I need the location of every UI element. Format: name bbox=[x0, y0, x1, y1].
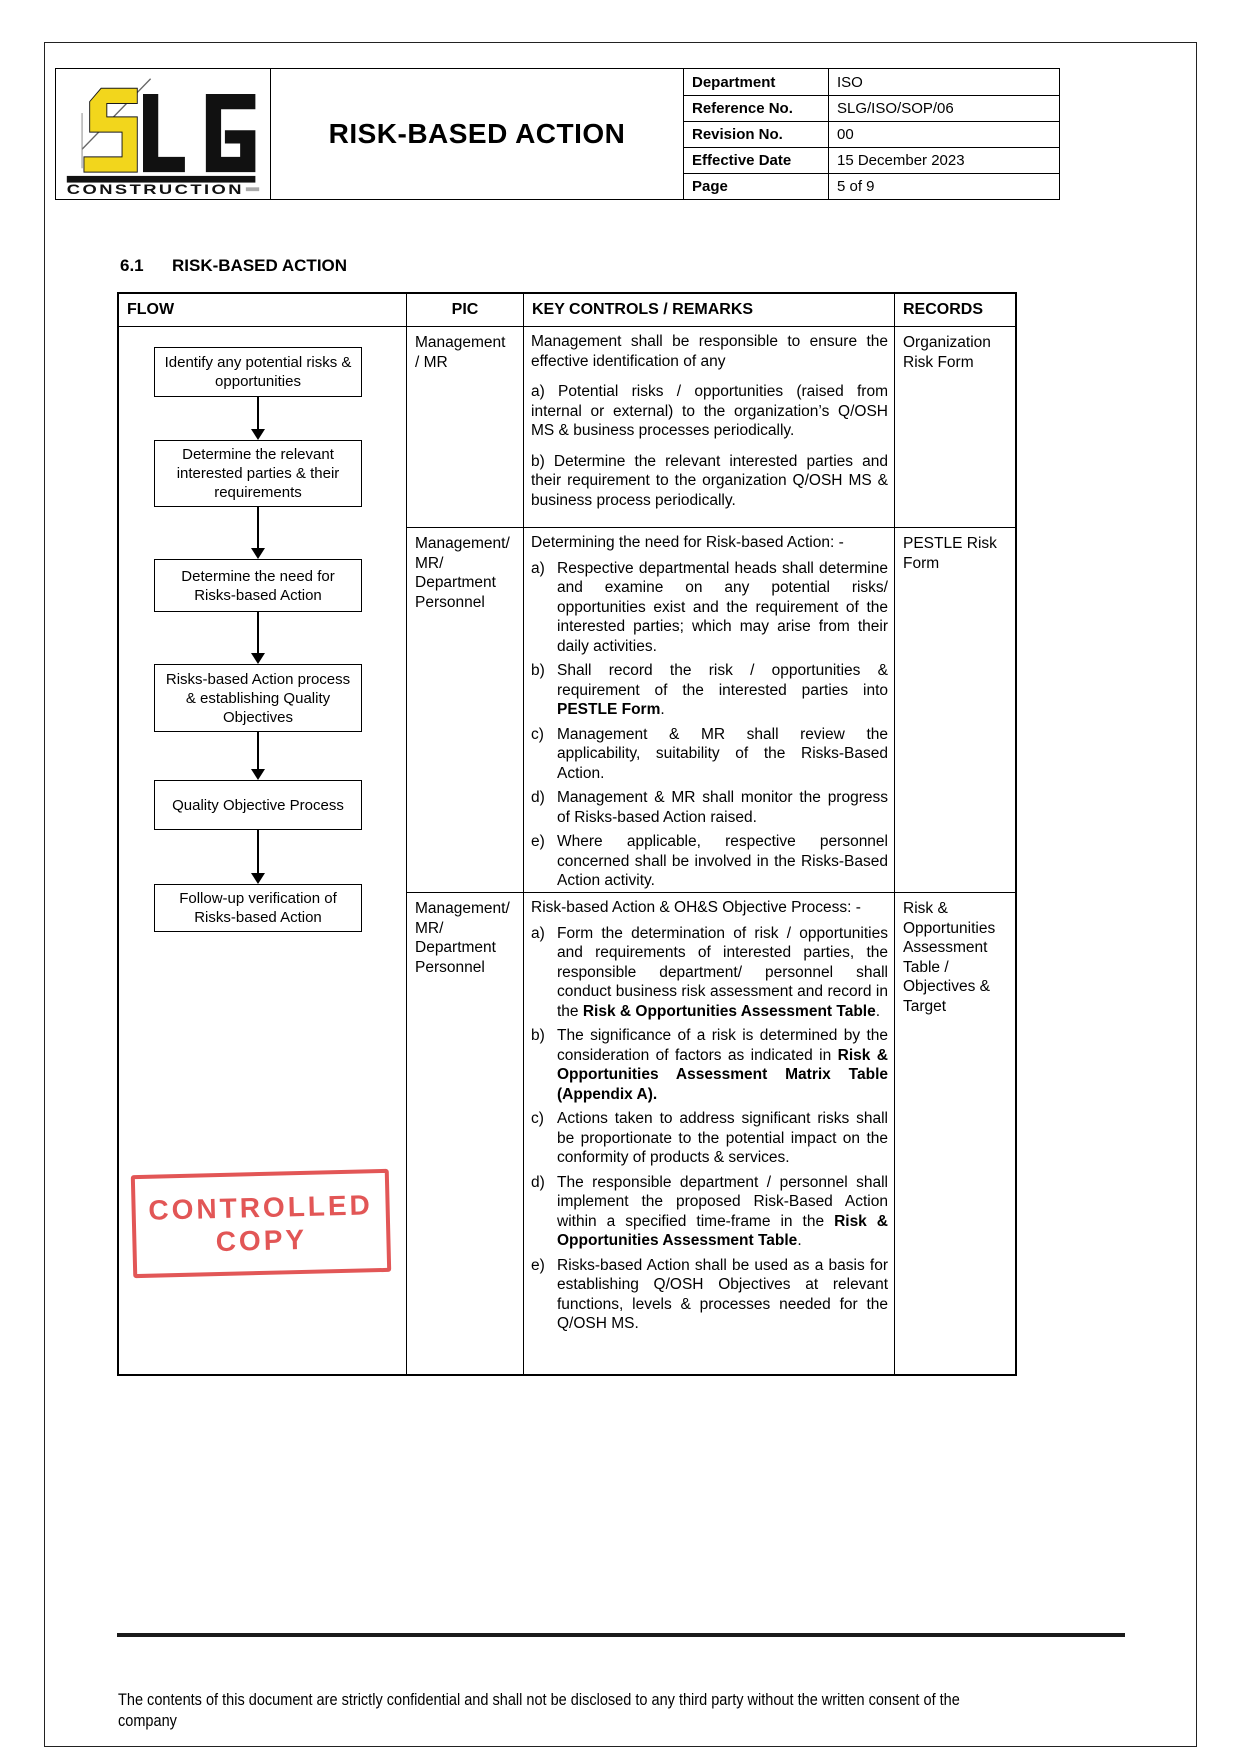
controlled-copy-stamp bbox=[131, 1169, 391, 1278]
records-cell-row-2: PESTLE Risk Form bbox=[895, 527, 1015, 892]
info-label: Department bbox=[684, 69, 829, 95]
info-label: Page bbox=[684, 173, 829, 199]
records-cell-row-1: Organization Risk Form bbox=[903, 334, 991, 371]
arrow-head-icon bbox=[251, 769, 265, 780]
logo-cell bbox=[56, 69, 271, 199]
pic-cell-row-3: Management/ MR/ Department Personnel bbox=[407, 892, 524, 1374]
key-heading: Risk-based Action & OH&S Objective Process: - bbox=[531, 899, 861, 916]
section-number: 6.1 bbox=[120, 256, 144, 275]
logo-letter-g bbox=[206, 94, 256, 172]
stamp-line-2: COPY bbox=[215, 1223, 308, 1257]
info-label: Reference No. bbox=[684, 95, 829, 121]
title-cell bbox=[271, 69, 684, 199]
flow-chart bbox=[119, 327, 407, 1374]
info-label: Effective Date bbox=[684, 147, 829, 173]
col-header-flow: FLOW bbox=[119, 294, 407, 327]
arrow-head-icon bbox=[251, 653, 265, 664]
list-item: e) Risks-based Action shall be used as a basis for establishing Q/OSH Objectives at relevant functions, levels & processes needed for the Q/OSH MS. bbox=[531, 1256, 888, 1332]
stamp-line-1: CONTROLLED bbox=[148, 1188, 374, 1226]
logo-brand-text: CONSTRUCTION bbox=[66, 182, 244, 195]
pic-cell-row-1: Management / MR bbox=[407, 327, 524, 527]
list-item: a) Respective departmental heads shall determine and examine on any potential risks/ opportunities exist and the requirement of the interested parties; which may arise from their daily activities. bbox=[531, 559, 888, 655]
flow-step-6: Follow-up verification of Risks-based Action bbox=[154, 884, 362, 932]
flow-step-1: Identify any potential risks & opportunities bbox=[154, 347, 362, 397]
records-cell-row-3: Risk & Opportunities Assessment Table / Objectives & Target bbox=[895, 892, 1015, 1374]
key-paragraph: b) Determine the relevant interested parties and their requirement to the organization Q/OSH MS & business process periodically. bbox=[531, 452, 888, 509]
company-logo bbox=[63, 73, 263, 195]
list-item: e) Where applicable, respective personnel concerned shall be involved in the Risks-Based Action activity. bbox=[531, 833, 888, 889]
list-item: c) Management & MR shall review the applicability, suitability of the Risks-Based Action. bbox=[531, 725, 888, 782]
key-paragraph: a) Potential risks / opportunities (raised from internal or external) to the organization’s Q/OSH MS & business processes periodically. bbox=[531, 383, 888, 439]
footer-line-1: The contents of this document are strictly confidential and shall not be disclosed to any third party without the written consent of the bbox=[118, 1691, 960, 1709]
main-table bbox=[117, 292, 1017, 1376]
flow-step-3: Determine the need for Risks-based Action bbox=[154, 559, 362, 612]
arrow-head-icon bbox=[251, 429, 265, 440]
col-header-pic: PIC bbox=[407, 294, 524, 327]
slg-logo-graphic bbox=[63, 73, 263, 195]
arrow-head-icon bbox=[251, 873, 265, 884]
list-item: d) Management & MR shall monitor the progress of Risks-based Action raised. bbox=[531, 789, 888, 826]
key-heading: Determining the need for Risk-based Action: - bbox=[531, 534, 844, 551]
key-controls-cell-row-3 bbox=[524, 892, 895, 1374]
key-controls-cell-row-1 bbox=[524, 327, 895, 527]
flow-step-4: Risks-based Action process & establishing Quality Objectives bbox=[154, 664, 362, 732]
info-label: Revision No. bbox=[684, 121, 829, 147]
list-item: d) The responsible department / personnel shall implement the proposed Risk-Based Action within a specified time-frame in the Risk & Opportunities Assessment Table. bbox=[531, 1173, 888, 1249]
col-header-key-controls: KEY CONTROLS / REMARKS bbox=[524, 294, 895, 327]
info-value: 00 bbox=[829, 121, 1059, 147]
logo-letter-l bbox=[143, 94, 185, 172]
footer-divider bbox=[117, 1633, 1125, 1637]
flow-step-5: Quality Objective Process bbox=[154, 780, 362, 830]
info-value: ISO bbox=[837, 73, 863, 91]
list-item: a) Form the determination of risk / opportunities and requirements of interested parties, the responsible department/ personnel shall conduct business risk assessment and record in the Risk & Opportunities Assessment Table. bbox=[531, 924, 888, 1020]
footer-line-2: company bbox=[118, 1712, 177, 1730]
key-controls-cell-row-2 bbox=[524, 527, 895, 892]
logo-letter-s bbox=[84, 88, 137, 172]
footer-confidentiality-note bbox=[118, 1690, 1174, 1732]
document-title: RISK-BASED ACTION bbox=[328, 118, 626, 149]
header-table bbox=[55, 68, 1060, 200]
list-item: c) Actions taken to address significant risks shall be proportionate to the potential impact on the conformity of products & services. bbox=[531, 1110, 888, 1166]
pic-cell-row-2: Management/ MR/ Department Personnel bbox=[407, 527, 524, 892]
col-header-records: RECORDS bbox=[895, 294, 1015, 327]
info-value: 5 of 9 bbox=[829, 173, 1059, 199]
info-value: 15 December 2023 bbox=[829, 147, 1059, 173]
list-item: b) Shall record the risk / opportunities & requirement of the interested parties into PESTLE Form. bbox=[531, 662, 888, 718]
section-title: RISK-BASED ACTION bbox=[172, 256, 348, 275]
flow-step-2: Determine the relevant interested parties & their requirements bbox=[154, 440, 362, 507]
arrow-head-icon bbox=[251, 548, 265, 559]
section-heading bbox=[120, 256, 347, 276]
key-paragraph: Management shall be responsible to ensure the effective identification of any bbox=[531, 333, 888, 370]
info-value: SLG/ISO/SOP/06 bbox=[829, 95, 1059, 121]
document-info-table bbox=[684, 69, 1059, 199]
list-item: b) The significance of a risk is determined by the consideration of factors as indicated in Risk & Opportunities Assessment Matrix Table (Appendix A). bbox=[531, 1027, 888, 1103]
